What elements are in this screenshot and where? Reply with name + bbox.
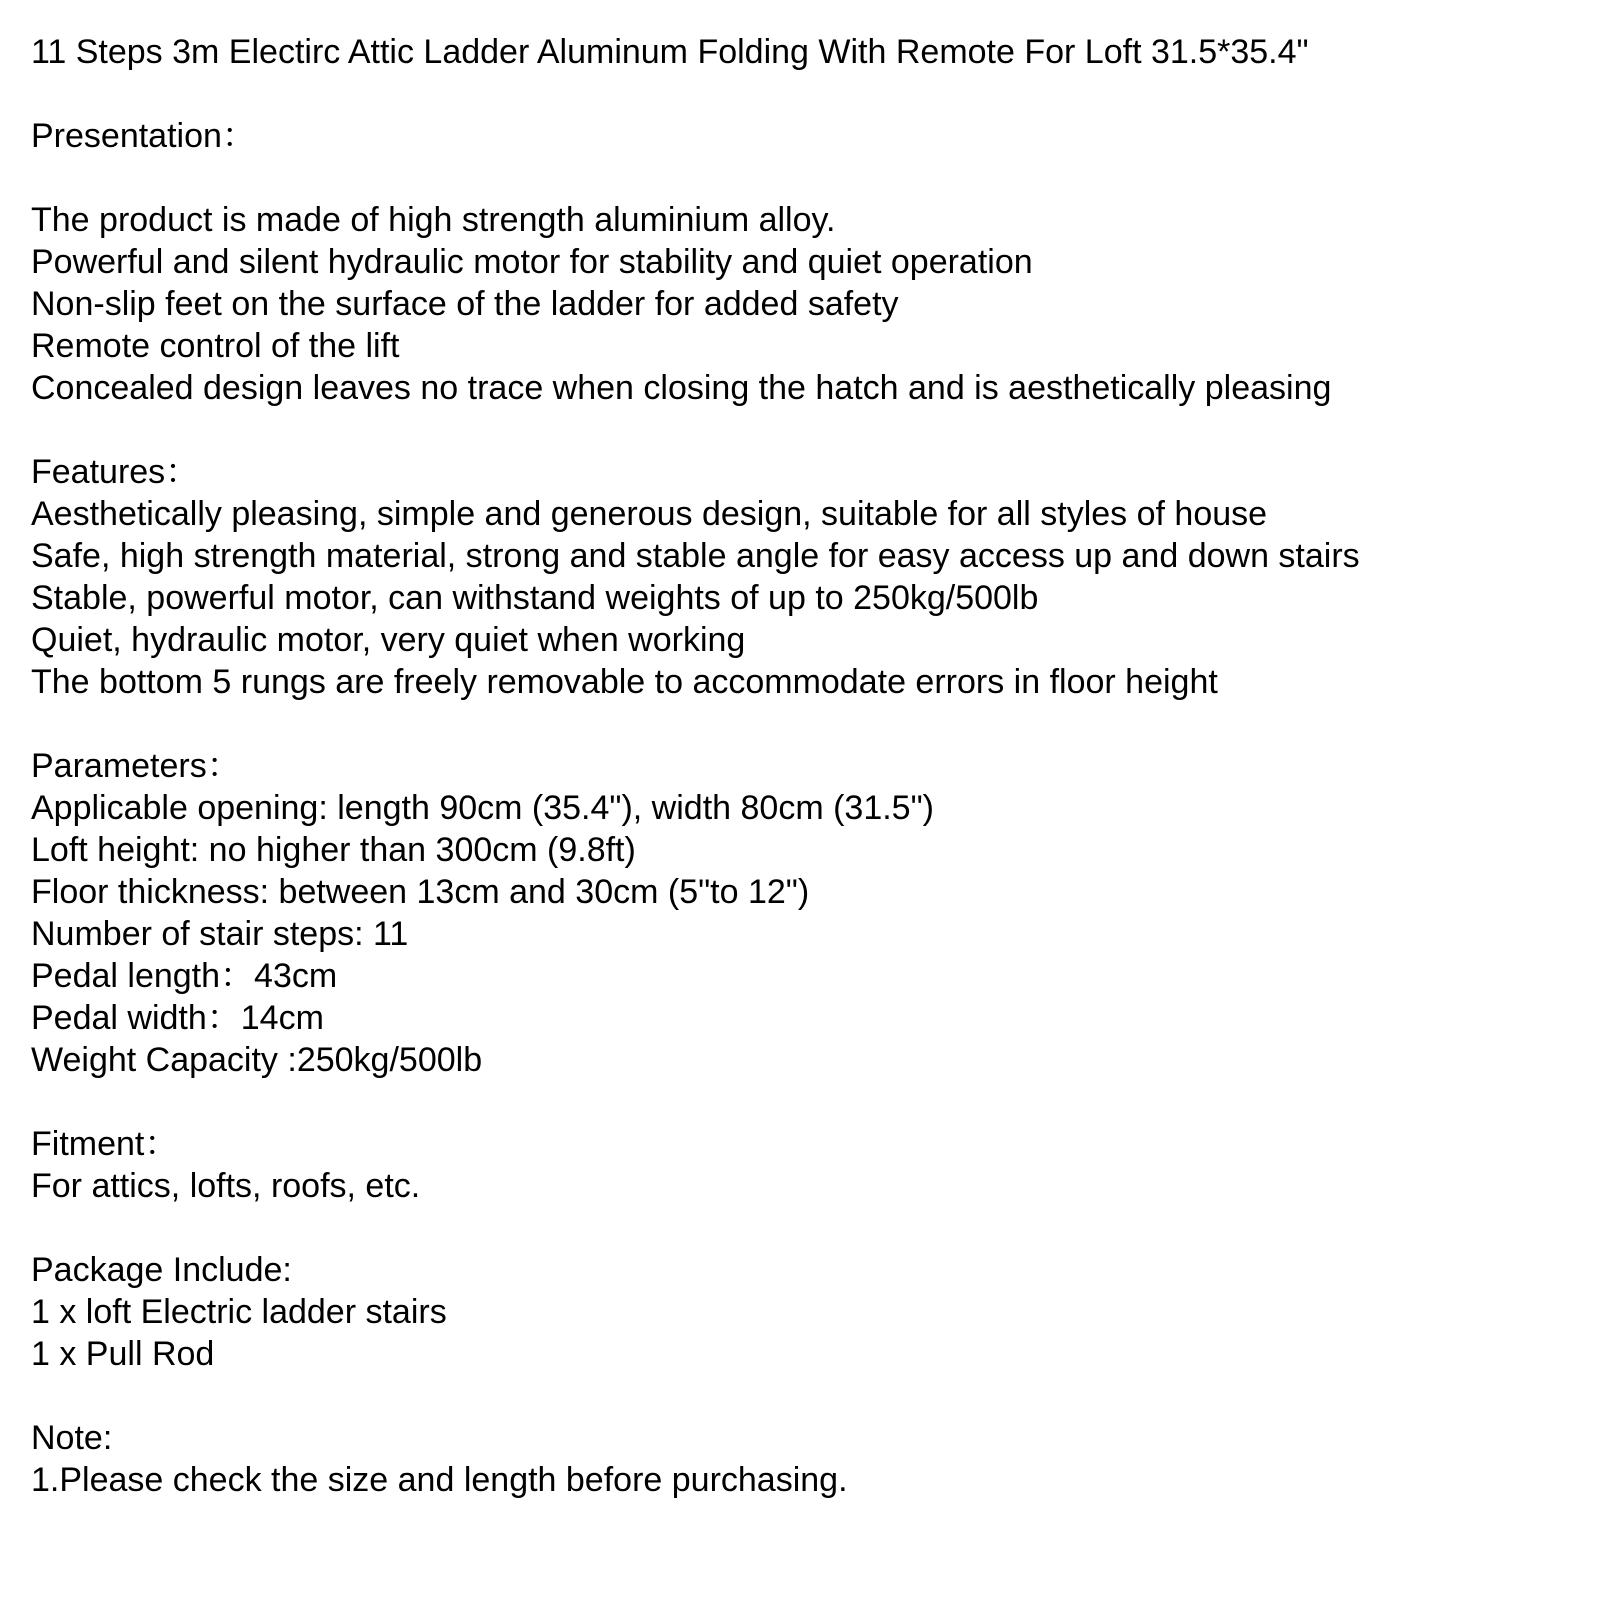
presentation-line: Non-slip feet on the surface of the ladder for added safety [31,285,899,323]
fitment-heading: Fitment： [31,1125,179,1163]
spacer [31,1375,1591,1417]
product-description [31,31,1591,1501]
note-line: 1.Please check the size and length before purchasing. [31,1461,848,1499]
parameters-line: Floor thickness: between 13cm and 30cm (5"to 12") [31,873,810,911]
fitment-line: For attics, lofts, roofs, etc. [31,1167,421,1205]
package-heading: Package Include: [31,1251,292,1289]
features-line: The bottom 5 rungs are freely removable to accommodate errors in floor height [31,663,1218,701]
note-heading: Note: [31,1419,113,1457]
features-line: Quiet, hydraulic motor, very quiet when working [31,621,746,659]
presentation-line: The product is made of high strength aluminium alloy. [31,201,836,239]
spacer [31,409,1591,451]
presentation-heading: Presentation： [31,117,256,155]
spacer [31,1081,1591,1123]
presentation-line: Powerful and silent hydraulic motor for stability and quiet operation [31,243,1033,281]
parameters-line: Number of stair steps: 11 [31,915,409,953]
parameters-line: Pedal length：43cm [31,957,338,995]
features-line: Stable, powerful motor, can withstand weights of up to 250kg/500lb [31,579,1039,617]
presentation-line: Remote control of the lift [31,327,400,365]
package-line: 1 x loft Electric ladder stairs [31,1293,447,1331]
package-line: 1 x Pull Rod [31,1335,215,1373]
spacer [31,703,1591,745]
features-heading: Features： [31,453,200,491]
features-line: Safe, high strength material, strong and stable angle for easy access up and down stairs [31,537,1360,575]
product-title: 11 Steps 3m Electirc Attic Ladder Aluminum Folding With Remote For Loft 31.5*35.4" [31,33,1309,71]
spacer [31,73,1591,115]
parameters-heading: Parameters： [31,747,241,785]
parameters-line: Pedal width：14cm [31,999,324,1037]
spacer [31,157,1591,199]
presentation-line: Concealed design leaves no trace when closing the hatch and is aesthetically pleasing [31,369,1332,407]
parameters-line: Weight Capacity :250kg/500lb [31,1041,483,1079]
spacer [31,1207,1591,1249]
features-line: Aesthetically pleasing, simple and generous design, suitable for all styles of house [31,495,1268,533]
parameters-line: Applicable opening: length 90cm (35.4"), width 80cm (31.5") [31,789,934,827]
parameters-line: Loft height: no higher than 300cm (9.8ft) [31,831,636,869]
